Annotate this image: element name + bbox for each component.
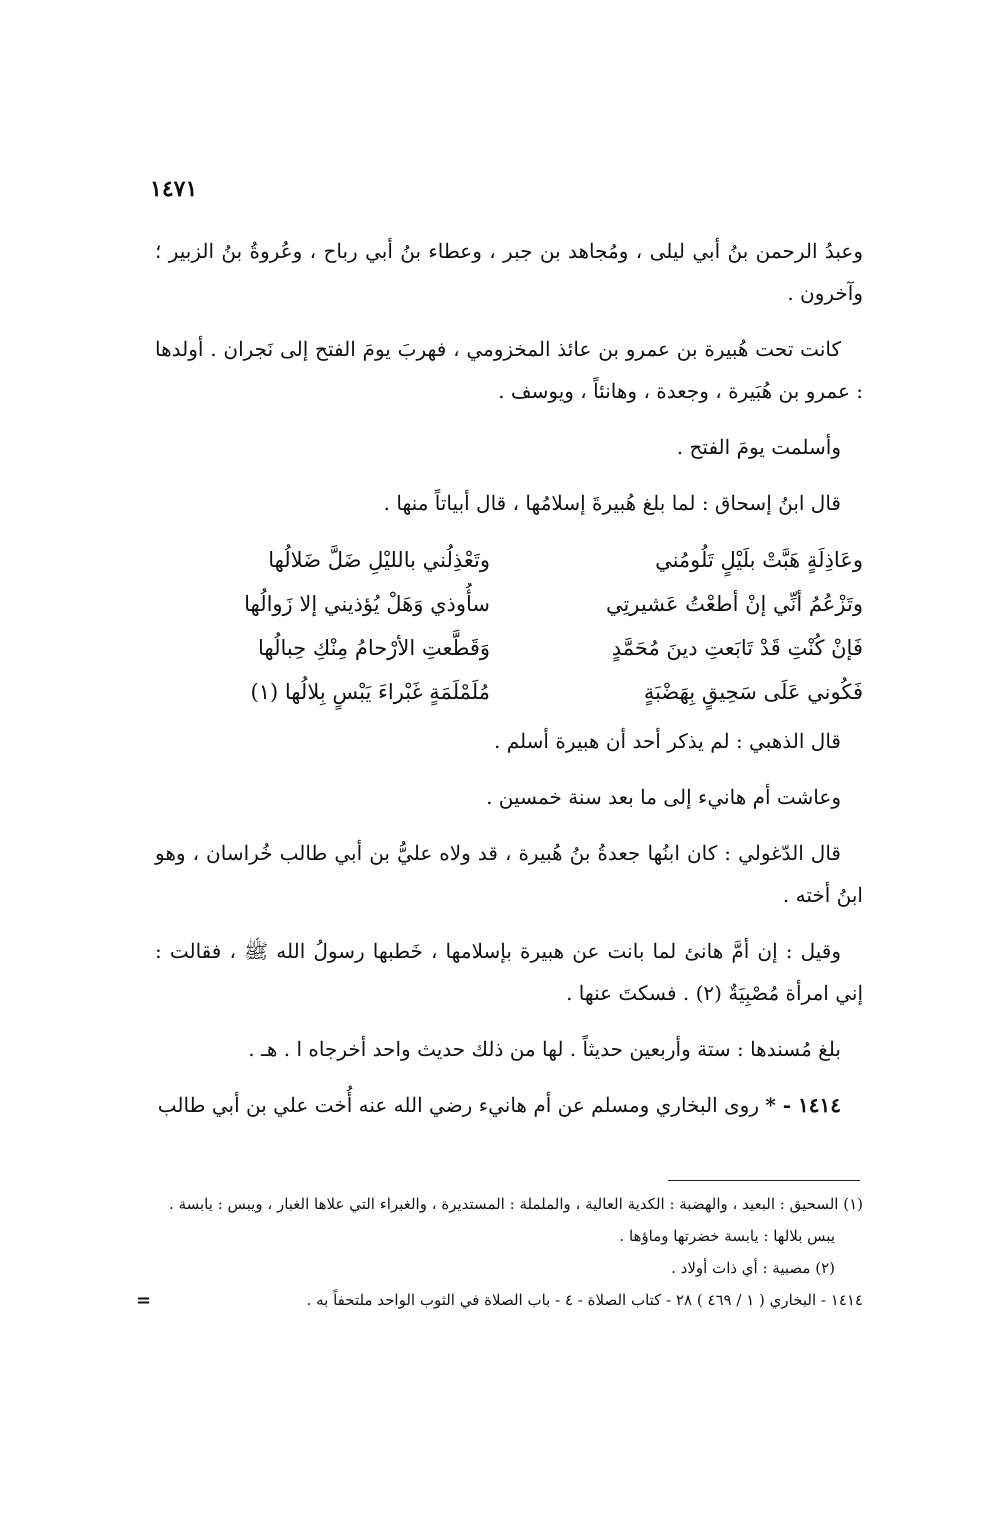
footnote-1-continued: يبس بلالها : يابسة خضرتها وماؤها . xyxy=(619,1227,835,1245)
poem-first-hemistich: وتَزْعُمُ أنِّي إنْ أطعْتُ عَشيرتِي xyxy=(605,592,863,616)
page-number: ١٤٧١ xyxy=(150,176,198,202)
paragraph-proposal: وقيل : إن أمَّ هانئ لما بانت عن هبيرة بإسلامها ، خَطبها رسولُ الله ﷺ ، فقالت : إني امرأة مُصْبِيَةٌ (٢) . فسكتَ عنها . xyxy=(155,939,863,1005)
poem xyxy=(155,538,863,714)
poem-first-hemistich: فَكُوني عَلَى سَحِيقٍ بِهَضْبَةٍ xyxy=(643,680,863,704)
hadith-text: روى البخاري ومسلم عن أم هانيء رضي الله عنه أُخت علي بن أبي طالب xyxy=(157,1093,759,1117)
paragraph-hadith xyxy=(155,1084,863,1126)
poem-first-hemistich: وعَاذِلَةٍ هَبَّتْ بلَيْلٍ تَلُومُني xyxy=(655,548,863,572)
paragraph-islam: وأسلمت يومَ الفتح . xyxy=(676,435,841,459)
paragraph-narrators: وعبدُ الرحمن بنُ أبي ليلى ، ومُجاهد بن جبر ، وعطاء بنُ أبي رباح ، وعُروةُ بنُ الزبير ؛ وآخرون . xyxy=(155,239,863,305)
footnote-1: (١) السحيق : البعيد ، والهضبة : الكدية العالية ، والململة : المستديرة ، والغبراء التي علاها الغبار ، ويبس : يابسة . xyxy=(169,1195,863,1213)
continuation-mark: = xyxy=(136,1290,152,1311)
paragraph-marriage: كانت تحت هُبيرة بن عمرو بن عائذ المخزومي ، فهربَ يومَ الفتح إلى نَجران . أولدها : عمرو بن هُبَيرة ، وجعدة ، وهانئاً ، ويوسف . xyxy=(155,337,863,403)
poem-second-hemistich: وَقَطَّعتِ الأرْحامُ مِنْكِ حِبالُها xyxy=(258,636,490,660)
footnote-divider xyxy=(668,1180,860,1181)
poem-verse xyxy=(155,538,863,582)
paragraph-lifespan: وعاشت أم هانيء إلى ما بعد سنة خمسين . xyxy=(486,785,841,809)
main-text xyxy=(155,230,863,1140)
paragraph-ibn-ishaq: قال ابنُ إسحاق : لما بلغ هُبيرةَ إسلامُها ، قال أبياتاً منها . xyxy=(383,491,841,515)
poem-verse xyxy=(155,626,863,670)
paragraph-musnad: بلغ مُسندها : ستة وأربعين حديثاً . لها من ذلك حديث واحد أخرجاه ا . هـ . xyxy=(248,1037,841,1061)
poem-verse xyxy=(155,582,863,626)
footnote-hadith-source: ١٤١٤ - البخاري ( ١ / ٤٦٩ ) ٢٨ - كتاب الصلاة - ٤ - باب الصلاة في الثوب الواحد ملتحفاً به . xyxy=(306,1291,863,1309)
poem-first-hemistich: فَإنْ كُنْتِ قَدْ تَابَعتِ دينَ مُحَمَّدٍ xyxy=(611,636,863,660)
poem-second-hemistich: مُلَمْلَمَةٍ غَبْراءَ يَبْسٍ بِلالُها (١) xyxy=(250,680,490,704)
paragraph-dhahabi: قال الذهبي : لم يذكر أحد أن هبيرة أسلم . xyxy=(494,729,841,753)
poem-second-hemistich: سأُوذي وَهَلْ يُؤذيني إلا زَوالُها xyxy=(244,592,490,616)
poem-second-hemistich: وتَعْذِلُني بالليْلِ ضَلَّ ضَلالُها xyxy=(268,548,490,572)
hadith-number: ١٤١٤ - * xyxy=(765,1093,841,1117)
footnote-2: (٢) مصبية : أي ذات أولاد . xyxy=(671,1259,835,1277)
paragraph-daghuli: قال الدّغولي : كان ابنُها جعدةُ بنُ هُبيرة ، قد ولاه عليُّ بن أبي طالب خُراسان ، وهو ابنُ أخته . xyxy=(155,841,863,907)
footnotes xyxy=(155,1188,863,1316)
poem-verse xyxy=(155,670,863,714)
